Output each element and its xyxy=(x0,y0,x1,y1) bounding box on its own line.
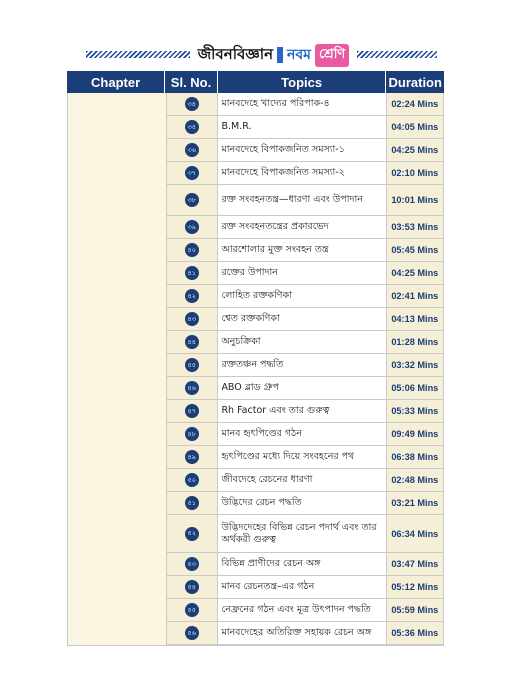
serial-number-badge: ৪৯ xyxy=(185,450,199,464)
duration-cell: 01:28 Mins xyxy=(387,331,443,353)
table-row xyxy=(166,400,443,423)
column-header-sl: Sl. No. xyxy=(165,71,218,93)
serial-number-badge: ৩৭ xyxy=(185,166,199,180)
topic-cell: লোহিত রক্তকণিকা xyxy=(218,285,386,307)
topic-cell: অনুচক্রিকা xyxy=(218,331,386,353)
duration-cell: 02:24 Mins xyxy=(387,93,443,115)
page-header xyxy=(0,40,511,70)
duration-cell: 04:05 Mins xyxy=(387,116,443,138)
duration-cell: 05:59 Mins xyxy=(387,599,443,621)
duration-cell: 04:25 Mins xyxy=(387,139,443,161)
serial-number-badge: ৫৩ xyxy=(185,557,199,571)
table-row xyxy=(166,599,443,622)
serial-cell xyxy=(166,216,218,238)
table-row xyxy=(166,354,443,377)
serial-number-badge: ৫৬ xyxy=(185,626,199,640)
topic-cell: উদ্ভিদদেহের বিভিন্ন রেচন পদার্থ এবং তার অর্থকরী গুরুত্ব xyxy=(218,515,386,552)
topic-cell: মানব রেচনতন্ত্র–এর গঠন xyxy=(218,576,386,598)
duration-cell: 03:32 Mins xyxy=(387,354,443,376)
topic-cell: ABO ব্লাড গ্রুপ xyxy=(218,377,386,399)
header-hatch-right xyxy=(357,51,437,58)
topic-cell: জীবদেহে রেচনের ধারণা xyxy=(218,469,386,491)
table-row xyxy=(166,308,443,331)
serial-cell xyxy=(166,515,218,552)
table-row xyxy=(166,93,443,116)
serial-cell xyxy=(166,622,218,644)
duration-cell: 06:38 Mins xyxy=(387,446,443,468)
book-title xyxy=(190,40,357,70)
column-header-chapter: Chapter xyxy=(67,71,165,93)
serial-number-badge: ৪৮ xyxy=(185,427,199,441)
serial-cell xyxy=(166,93,218,115)
table-row xyxy=(166,576,443,599)
table-row xyxy=(166,285,443,308)
topic-cell: রক্তের উপাদান xyxy=(218,262,386,284)
title-class-badge: শ্রেণি xyxy=(315,44,349,67)
table-row xyxy=(166,423,443,446)
topic-cell: উদ্ভিদের রেচন পদ্ধতি xyxy=(218,492,386,514)
table-header xyxy=(67,71,444,93)
table-row xyxy=(166,139,443,162)
table-row xyxy=(166,377,443,400)
topic-cell: B.M.R. xyxy=(218,116,386,138)
duration-cell: 06:34 Mins xyxy=(387,515,443,552)
serial-cell xyxy=(166,308,218,330)
topic-cell: মানবদেহে বিপাকজনিত সমস্যা-১ xyxy=(218,139,386,161)
table-row xyxy=(166,492,443,515)
topic-cell: মানবদেহে বিপাকজনিত সমস্যা-২ xyxy=(218,162,386,184)
serial-cell xyxy=(166,354,218,376)
topic-cell: হৃৎপিণ্ডের মধ্যে দিয়ে সংবহনের পথ xyxy=(218,446,386,468)
duration-cell: 05:06 Mins xyxy=(387,377,443,399)
serial-number-badge: ৪১ xyxy=(185,266,199,280)
serial-cell xyxy=(166,576,218,598)
duration-cell: 09:49 Mins xyxy=(387,423,443,445)
serial-number-badge: ৪০ xyxy=(185,243,199,257)
serial-number-badge: ৪৩ xyxy=(185,312,199,326)
topic-cell: মানবদেহের অতিরিক্ত সহায়ক রেচন অঙ্গ xyxy=(218,622,386,644)
topic-cell: বিভিন্ন প্রাণীদের রেচন অঙ্গ xyxy=(218,553,386,575)
serial-number-badge: ৩৪ xyxy=(185,97,199,111)
serial-cell xyxy=(166,446,218,468)
table-row xyxy=(166,262,443,285)
duration-cell: 05:33 Mins xyxy=(387,400,443,422)
duration-cell: 02:41 Mins xyxy=(387,285,443,307)
serial-number-badge: ৪৫ xyxy=(185,358,199,372)
duration-cell: 03:47 Mins xyxy=(387,553,443,575)
serial-cell xyxy=(166,162,218,184)
serial-cell xyxy=(166,400,218,422)
table-row xyxy=(166,622,443,645)
chapter-column xyxy=(68,93,167,645)
serial-cell xyxy=(166,116,218,138)
serial-cell xyxy=(166,553,218,575)
serial-number-badge: ৩৯ xyxy=(185,220,199,234)
topic-cell: নেফ্রনের গঠন এবং মূত্র উৎপাদন পদ্ধতি xyxy=(218,599,386,621)
serial-number-badge: ৫০ xyxy=(185,473,199,487)
serial-cell xyxy=(166,331,218,353)
table-row xyxy=(166,239,443,262)
serial-cell xyxy=(166,492,218,514)
serial-cell xyxy=(166,599,218,621)
column-header-topics: Topics xyxy=(218,71,387,93)
serial-number-badge: ৩৬ xyxy=(185,143,199,157)
topic-cell: মানবদেহে খাদ্যের পরিপাক-৪ xyxy=(218,93,386,115)
duration-cell: 05:12 Mins xyxy=(387,576,443,598)
serial-cell xyxy=(166,377,218,399)
table-row xyxy=(166,469,443,492)
topic-cell: Rh Factor এবং তার গুরুত্ব xyxy=(218,400,386,422)
title-separator xyxy=(277,47,283,63)
table-row xyxy=(166,446,443,469)
serial-number-badge: ৩৮ xyxy=(185,193,199,207)
topic-cell: রক্ত সংবহনতন্ত্রের প্রকারভেদ xyxy=(218,216,386,238)
serial-number-badge: ৪৪ xyxy=(185,335,199,349)
serial-number-badge: ৩৫ xyxy=(185,120,199,134)
title-subject: জীবনবিজ্ঞান xyxy=(197,44,274,63)
header-hatch-left xyxy=(86,51,190,58)
topic-cell: মানব হৃৎপিণ্ডের গঠন xyxy=(218,423,386,445)
duration-cell: 05:45 Mins xyxy=(387,239,443,261)
table-row xyxy=(166,162,443,185)
serial-cell xyxy=(166,139,218,161)
serial-number-badge: ৫২ xyxy=(185,527,199,541)
serial-number-badge: ৫৪ xyxy=(185,580,199,594)
table-body xyxy=(67,93,444,646)
duration-cell: 02:10 Mins xyxy=(387,162,443,184)
table-row xyxy=(166,515,443,553)
duration-cell: 04:13 Mins xyxy=(387,308,443,330)
title-grade: নবম xyxy=(287,47,311,63)
table-row xyxy=(166,331,443,354)
duration-cell: 03:21 Mins xyxy=(387,492,443,514)
serial-cell xyxy=(166,285,218,307)
serial-number-badge: ৫১ xyxy=(185,496,199,510)
serial-cell xyxy=(166,469,218,491)
topic-cell: আরশোলার মুক্ত সংবহন তন্ত্র xyxy=(218,239,386,261)
duration-cell: 04:25 Mins xyxy=(387,262,443,284)
serial-cell xyxy=(166,239,218,261)
table-row xyxy=(166,553,443,576)
serial-cell xyxy=(166,262,218,284)
serial-number-badge: ৪৭ xyxy=(185,404,199,418)
topics-table xyxy=(67,71,444,646)
table-row xyxy=(166,116,443,139)
table-row xyxy=(166,185,443,216)
serial-cell xyxy=(166,423,218,445)
serial-cell xyxy=(166,185,218,215)
duration-cell: 02:48 Mins xyxy=(387,469,443,491)
duration-cell: 10:01 Mins xyxy=(387,185,443,215)
topic-cell: রক্ত সংবহনতন্ত্র—ধারণা এবং উপাদান xyxy=(218,185,386,215)
duration-cell: 05:36 Mins xyxy=(387,622,443,644)
column-header-duration: Duration xyxy=(388,74,442,90)
serial-number-badge: ৪২ xyxy=(185,289,199,303)
serial-number-badge: ৪৬ xyxy=(185,381,199,395)
duration-cell: 03:53 Mins xyxy=(387,216,443,238)
topic-cell: শ্বেত রক্তকণিকা xyxy=(218,308,386,330)
table-row xyxy=(166,216,443,239)
serial-number-badge: ৫৫ xyxy=(185,603,199,617)
topic-cell: রক্ততঞ্চন পদ্ধতি xyxy=(218,354,386,376)
